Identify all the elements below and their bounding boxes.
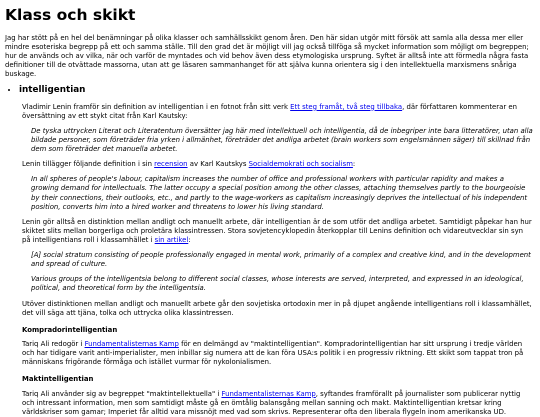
kautsky-quote: De tyska uttrycken Literat och Literatentum översätter jag här med intellektuell och intelligentia, då de inbegriper inte bara litteratörer, utan alla bildade personer, som företräder fria yrken i allmänhet, företräder det andliga arbetet (brain workers som engelsmännen säger) till skillnad från dem som företräder det manuella arbetet.: [31, 126, 533, 154]
link-sin-artikel[interactable]: sin artikel: [154, 236, 189, 244]
encyclopedia-quote-2: Various groups of the intelligentsia belong to different social classes, whose interests are served, interpreted, and expressed in an ideological, political, and theoretical form by the intelligentsia.: [31, 275, 524, 293]
lenin-recension-paragraph: Lenin tillägger följande definition i sin recension av Karl Kautskys Socialdemokrati och socialism:: [22, 160, 356, 169]
orthodoxy-paragraph: Utöver distinktionen mellan andligt och manuellt arbete går den sovjetiska ortodoxin mer in på djupet angående intelligentians roll i klassamhället, det vill säga att tjäna, tolka och uttrycka olika klassintressen.: [22, 299, 532, 317]
komprador-paragraph: Tariq Ali redogör i Fundamentalisternas Kamp för en delmängd av "maktintelligentian". Kompradorintelligentian har sitt ursprung i tredje världen och har tidigare varit anti-imperialister, men inbillar sig numera att de kan föra USA:s politik i en progressiv riktning. Ett skikt som tappat tron på människans frigörande förmåga och istället vurmar för nykolonialismen.: [22, 340, 524, 367]
link-recension[interactable]: recension: [154, 160, 188, 169]
link-socialdemokrati[interactable]: Socialdemokrati och socialism: [248, 160, 353, 169]
section-list: [5, 85, 535, 96]
section-item-intelligentian: • intelligentian: [19, 85, 535, 96]
lenin-quote: In all spheres of people's labour, capitalism increases the number of office and professional workers with particular rapidity and makes a growing demand for intellectuals. The latter occupy a special position among the other classes, attaching themselves partly to the bourgeoisie by their connections, their outlooks, etc., and partly to the wage-workers as capitalism increasingly deprives the intellectual of his independent position, converts him into a hired worker and threatens to lower his living standard.: [31, 175, 528, 211]
link-ett-steg[interactable]: Ett steg framåt, två steg tillbaka: [290, 102, 403, 111]
link-fundamentalisternas-kamp-2[interactable]: Fundamentalisternas Kamp: [221, 389, 316, 398]
link-fundamentalisternas-kamp-1[interactable]: Fundamentalisternas Kamp: [84, 340, 179, 349]
distinction-paragraph: Lenin gör alltså en distinktion mellan andligt och manuellt arbete, där intelligentian är de som utför det andliga arbetet. Samtidigt påpekar han hur skiktet slits mellan borgerliga och proletära klassintressen. Stora sovjetencyklopedin återkopplar till Lenins definition och vidareutvecklar sin syn på intelligentians roll i klassamhället i sin artikel:: [22, 217, 532, 244]
intelligentian-section: [22, 103, 533, 417]
heading-maktintelligentian: Maktintelligentian: [22, 375, 94, 384]
page-title: Klass och skikt: [5, 6, 136, 24]
lenin-paragraph: Vladimir Lenin framför sin definition av intelligentian i en fotnot från sitt verk Ett steg framåt, två steg tillbaka, där författaren kommenterar en översättning av ett stykt citat från Karl Kautsky:: [22, 102, 517, 120]
encyclopedia-quote-1: [A] social stratum consisting of people professionally engaged in mental work, primarily of a complex and creative kind, and in the development and spread of culture.: [31, 251, 531, 269]
heading-kompradorintelligentian: Kompradorintelligentian: [22, 325, 118, 334]
makt-paragraph: Tariq Ali använder sig av begreppet "maktintellektuella" i Fundamentalisternas Kamp, syftandes framförallt på journalister som publicerar nyttig och intressant information, men som samtidigt måste gå en ömtålig balansgång mellan sanning och makt. Maktintelligentian kretsar kring världskriser som gamar; Imperiet får alltid vara missnöjt med vad som skrivs. Representerar ofta den liberala flygeln inom amerikanska UD.: [22, 389, 521, 416]
intro-paragraph: Jag har stött på en hel del benämningar på olika klasser och samhällsskikt genom åren. Den här sidan utgör mitt försök att samla alla dessa mer eller mindre esoteriska begrepp på ett och samma ställe. Till den grad det är möjligt vill jag också tillföga så mycket information som möjligt om begreppen; hur de används och av vilka, när och varför de myntades och vid behov även dess etymologiska ursprung. Syftet är alltså inte att förmedla några fasta definitioner till de otvättade massorna, utan att ge läsaren sammanhanget för att själva kunna orientera sig i den intellektuella marxismens snåriga buskage.: [5, 33, 529, 79]
